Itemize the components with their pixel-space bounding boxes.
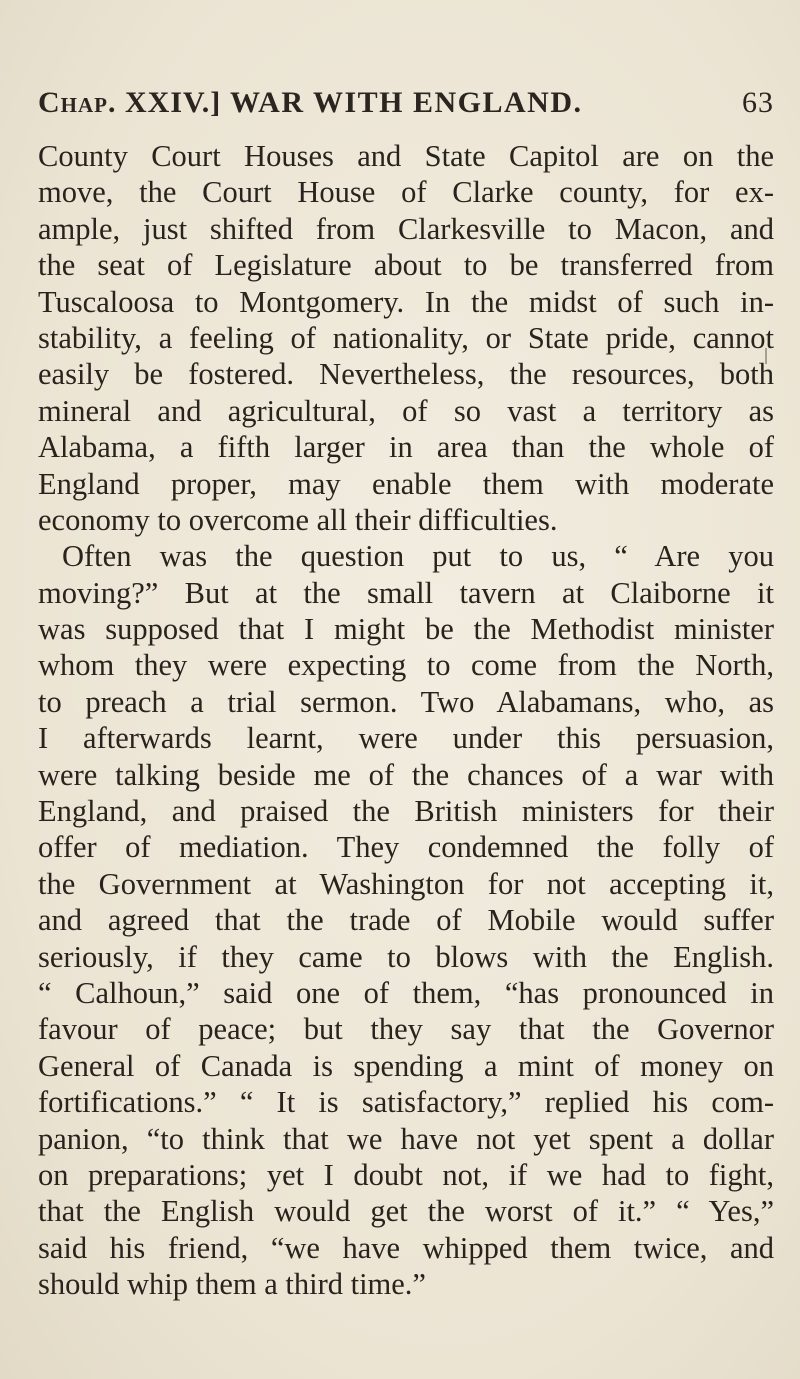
text-line: mineral and agricultural, of so vast a territory as [38, 393, 774, 428]
text-line: moving?” But at the small tavern at Claiborne it [38, 575, 774, 610]
text-line: economy to overcome all their difficulties. [38, 502, 558, 537]
text-line: whom they were expecting to come from the North, [38, 648, 774, 683]
running-title: WAR WITH ENGLAND. [230, 86, 583, 119]
text-line: and agreed that the trade of Mobile would suffer [38, 903, 774, 938]
text-line: Often was the question put to us, “ Are you [62, 539, 774, 574]
text-line: stability, a feeling of nationality, or State pride, cannot [38, 320, 774, 355]
text-line: easily be fostered. Nevertheless, the resources, both [38, 357, 774, 392]
text-line: seriously, if they came to blows with the English. [38, 939, 774, 974]
text-line: that the English would get the worst of it.” “ Yes,” [38, 1194, 774, 1229]
text-line: Tuscaloosa to Montgomery. In the midst of such in- [38, 284, 774, 319]
text-line: England, and praised the British ministers for their [38, 794, 774, 829]
text-line: fortifications.” “ It is satisfactory,” replied his com- [38, 1085, 774, 1120]
text-line: were talking beside me of the chances of a war with [38, 757, 774, 792]
text-line: General of Canada is spending a mint of money on [38, 1048, 774, 1083]
text-line: England proper, may enable them with moderate [38, 466, 774, 501]
text-line: on preparations; yet I doubt not, if we had to fight, [38, 1157, 774, 1192]
text-line: the Government at Washington for not accepting it, [38, 866, 774, 901]
text-line: to preach a trial sermon. Two Alabamans, who, as [38, 684, 774, 719]
text-line: the seat of Legislature about to be transferred from [38, 248, 774, 283]
text-line: County Court Houses and State Capitol are on the [38, 139, 774, 173]
text-line: offer of mediation. They condemned the folly of [38, 830, 774, 865]
chapter-reference: Chap. XXIV.] [38, 86, 222, 119]
text-line: “ Calhoun,” said one of them, “has pronounced in [38, 975, 774, 1010]
text-line: was supposed that I might be the Methodist minister [38, 612, 774, 647]
text-line: panion, “to think that we have not yet spent a dollar [38, 1121, 774, 1156]
text-line: Alabama, a fifth larger in area than the whole of [38, 430, 774, 465]
text-line: move, the Court House of Clarke county, for ex- [38, 175, 774, 210]
text-line: should whip them a third time.” [38, 1267, 426, 1302]
page-number: 63 [742, 86, 774, 119]
body-text [38, 138, 774, 1303]
text-line: I afterwards learnt, were under this persuasion, [38, 721, 774, 756]
text-line: ample, just shifted from Clarkesville to Macon, and [38, 211, 774, 246]
text-line: favour of peace; but they say that the Governor [38, 1012, 774, 1047]
text-line: said his friend, “we have whipped them twice, and [38, 1230, 774, 1265]
running-header [38, 86, 774, 126]
